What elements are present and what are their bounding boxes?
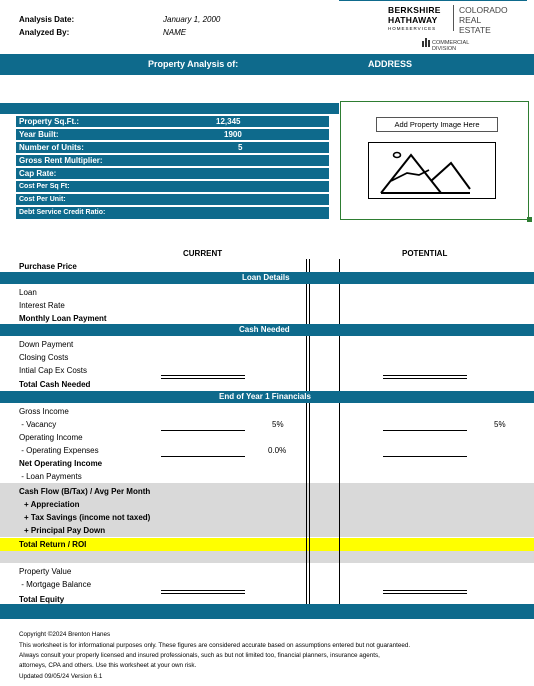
property-row: [16, 129, 329, 141]
subtotal-line: [383, 590, 467, 594]
address-field[interactable]: ADDRESS: [368, 59, 413, 69]
building-icon: [422, 38, 430, 47]
cap-rate-label: Cap Rate:: [19, 169, 57, 178]
subtotal-line: [161, 590, 245, 594]
property-row: [16, 207, 329, 220]
disclaimer-line-3: attorneys, CPA and others. Use this worksheet at your own risk.: [19, 662, 197, 669]
property-row: [16, 142, 329, 154]
property-value-label: Property Value: [19, 567, 72, 576]
cost-per-unit-label: Cost Per Unit:: [19, 196, 66, 203]
financials-bar: [0, 391, 534, 403]
loan-payments-label: - Loan Payments: [19, 472, 82, 481]
property-sqft-value[interactable]: 12,345: [216, 117, 241, 126]
logo-text-real-estate: REAL ESTATE: [459, 15, 491, 35]
gross-rent-multiplier-label: Gross Rent Multiplier:: [19, 156, 103, 165]
monthly-loan-payment-label: Monthly Loan Payment: [19, 314, 107, 323]
property-row: [16, 116, 329, 128]
subtotal-line: [161, 375, 245, 379]
operating-expenses-label: - Operating Expenses: [19, 446, 99, 455]
logo-text-colorado: COLORADO: [459, 5, 508, 15]
logo-text-division: COMMERCIAL DIVISION: [432, 40, 470, 52]
cash-needed-title: Cash Needed: [239, 325, 290, 334]
bottom-band: [0, 604, 534, 619]
property-image-frame[interactable]: [340, 101, 529, 220]
closing-costs-label: Closing Costs: [19, 353, 69, 362]
analysis-date-value[interactable]: January 1, 2000: [163, 15, 221, 24]
property-row: [16, 181, 329, 193]
mortgage-balance-label: - Mortgage Balance: [19, 580, 92, 589]
image-placeholder-icon: [368, 142, 496, 199]
logo-text-homeservices: HOMESERVICES: [388, 26, 437, 31]
subtotal-line: [161, 430, 245, 431]
total-equity-label: Total Equity: [19, 595, 65, 604]
down-payment-label: Down Payment: [19, 340, 74, 349]
dscr-label: Debt Service Credit Ratio:: [19, 209, 106, 216]
opex-current-value[interactable]: 0.0%: [268, 446, 287, 455]
copyright-text: Copyright ©2024 Brenton Hanes: [19, 631, 111, 638]
property-row: [16, 155, 329, 167]
property-row: [16, 194, 329, 206]
analyzed-by-label: Analyzed By:: [19, 28, 70, 37]
cash-needed-bar: [0, 324, 534, 336]
property-band-top: [0, 103, 339, 114]
column-divider: [339, 483, 340, 563]
number-of-units-label: Number of Units:: [19, 143, 84, 152]
returns-block-bottom: [0, 551, 534, 563]
subtotal-line: [383, 375, 467, 379]
purchase-price-label: Purchase Price: [19, 262, 77, 271]
financials-title: End of Year 1 Financials: [219, 392, 311, 401]
loan-details-bar: [0, 272, 534, 284]
cost-per-sqft-label: Cost Per Sq Ft:: [19, 183, 70, 190]
add-image-button[interactable]: Add Property Image Here: [376, 117, 498, 132]
loan-label: Loan: [19, 288, 37, 297]
gross-income-label: Gross Income: [19, 407, 69, 416]
logo-text-hathaway: HATHAWAY: [388, 15, 438, 25]
principal-pay-down-label: + Principal Pay Down: [24, 526, 106, 535]
appreciation-label: + Appreciation: [24, 500, 80, 509]
column-divider: [309, 483, 310, 563]
interest-rate-label: Interest Rate: [19, 301, 65, 310]
top-accent-line: [339, 0, 527, 1]
disclaimer-line-1: This worksheet is for informational purposes only. These figures are considered accurate based on assumptions entered but not guaranteed.: [19, 642, 411, 649]
analyzed-by-value[interactable]: NAME: [163, 28, 187, 37]
year-built-label: Year Built:: [19, 130, 59, 139]
logo-divider: [453, 5, 454, 31]
subtotal-line: [383, 456, 467, 457]
current-column-header: CURRENT: [183, 249, 223, 258]
vacancy-label: - Vacancy: [19, 420, 57, 429]
number-of-units-value[interactable]: 5: [238, 143, 243, 152]
updated-version-text: Updated 09/05/24 Version 6.1: [19, 673, 103, 680]
disclaimer-line-2: Always consult your properly licensed and insured professionals, such as but not limited too, financial planners, insurance agents,: [19, 652, 380, 659]
analysis-date-label: Analysis Date:: [19, 15, 75, 24]
vacancy-potential-value[interactable]: 5%: [494, 420, 506, 429]
subtotal-line: [161, 456, 245, 457]
vacancy-current-value[interactable]: 5%: [272, 420, 284, 429]
cash-flow-label: Cash Flow (B/Tax) / Avg Per Month: [19, 487, 151, 496]
potential-column-header: POTENTIAL: [402, 249, 448, 258]
initial-capex-label: Intial Cap Ex Costs: [19, 366, 88, 375]
tax-savings-label: + Tax Savings (income not taxed): [24, 513, 151, 522]
total-cash-needed-label: Total Cash Needed: [19, 380, 91, 389]
subtotal-line: [383, 430, 467, 431]
operating-income-label: Operating Income: [19, 433, 83, 442]
year-built-value[interactable]: 1900: [224, 130, 242, 139]
property-row: [16, 168, 329, 180]
title-bar: [0, 54, 534, 75]
total-return-label: Total Return / ROI: [19, 540, 87, 549]
property-sqft-label: Property Sq.Ft.:: [19, 117, 80, 126]
noi-label: Net Operating Income: [19, 459, 103, 468]
logo-text-berkshire: BERKSHIRE: [388, 5, 441, 15]
title-label: Property Analysis of:: [148, 59, 239, 69]
resize-handle[interactable]: [527, 217, 532, 222]
loan-details-title: Loan Details: [242, 273, 290, 282]
column-divider: [306, 483, 307, 563]
